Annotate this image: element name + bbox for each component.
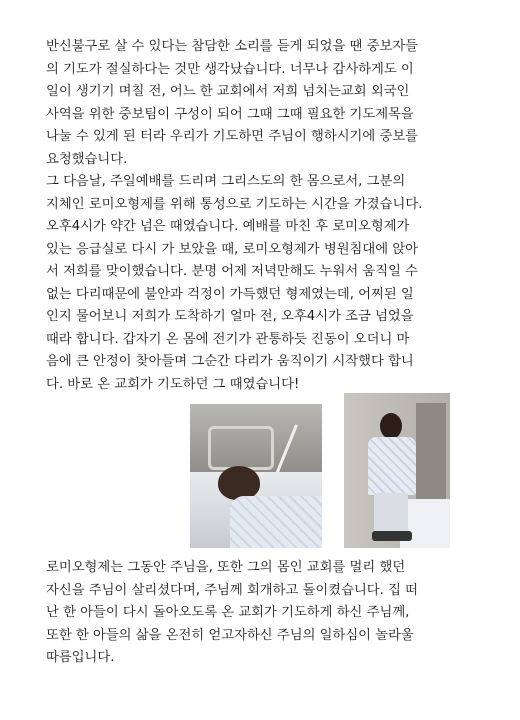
text-line: 난 한 아들이 다시 돌아오도록 온 교회가 기도하게 하신 주님께, [46, 605, 410, 620]
text-line: 또한 한 아들의 삶을 온전히 얻고자하신 주님의 일하심이 놀라울 [46, 627, 414, 643]
text-line: 음에 큰 안정이 찾아들며 그순간 다리가 움직이기 시작했다 합니 [46, 354, 414, 369]
text-line: 없는 다리때문에 불안과 걱정이 가득했던 형제였는데, 어찌된 일 [46, 286, 414, 302]
text-line: 인지 물어보니 저희가 도착하기 얼마 전, 오후4시가 조금 넘었을 [46, 309, 414, 324]
text-line: 요청했습니다. [46, 151, 128, 167]
text-line: 로미오형제는 그동안 주님을, 또한 그의 몸인 교회를 멀리 했던 [46, 560, 406, 575]
text-line: 따름입니다. [46, 650, 115, 665]
story-paragraph-2 [46, 557, 480, 670]
story-paragraph-1 [46, 36, 480, 396]
text-line: 나눌 수 있게 된 터라 우리가 기도하면 주님이 행하시기에 중보를 [46, 129, 419, 144]
text-line: 서 저희를 맞이했습니다. 분명 어제 저녁만해도 누워서 움직일 수 [46, 264, 419, 279]
text-line: 다. 바로 온 교회가 기도하던 그 때였습니다! [46, 376, 300, 392]
text-line: 일이 생기기 며칠 전, 어느 한 교회에서 저희 넘치는교회 외국인 [46, 84, 410, 99]
text-line: 그 다음날, 주일예배를 드리며 그리스도의 한 몸으로서, 그분의 [46, 174, 406, 189]
text-line: 지체인 로미오형제를 위해 통성으로 기도하는 시간을 가졌습니다. [46, 196, 423, 212]
text-line: 사역을 위한 중보팀이 구성이 되어 그때 그때 필요한 기도제목을 [46, 106, 414, 122]
text-line: 자신을 주님이 살리셨다며, 주님께 회개하고 돌이켰습니다. 집 떠 [46, 582, 419, 598]
text-line: 때라 합니다. 갑자기 온 몸에 전기가 관통하듯 진동이 오더니 마 [46, 331, 410, 347]
patient-standing-photo [344, 393, 450, 548]
text-line: 오후4시가 약간 넘은 때였습니다. 예배를 마친 후 로미오형제가 [46, 219, 410, 234]
text-line: 의 기도가 절실하다는 것만 생각났습니다. 너무나 감사하게도 이 [46, 61, 414, 77]
patient-in-hospital-bed-photo [190, 404, 322, 548]
text-line: 반신불구로 살 수 있다는 참담한 소리를 듣게 되었을 땐 중보자들 [46, 39, 419, 54]
text-line: 있는 응급실로 다시 가 보았을 때, 로미오형제가 병원침대에 앉아 [46, 241, 419, 257]
